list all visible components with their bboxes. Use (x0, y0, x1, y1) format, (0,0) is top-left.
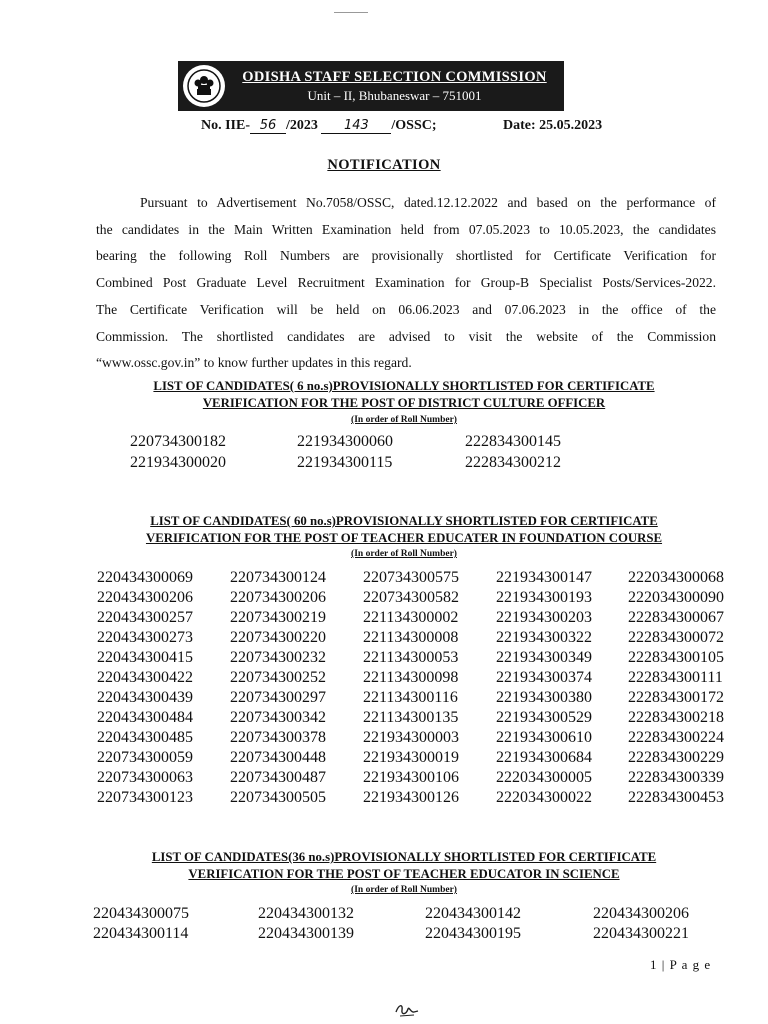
ref-year: /2023 (286, 118, 318, 133)
roll-number-cell: 220434300221 (593, 925, 689, 942)
roll-number-cell: 220434300132 (258, 905, 354, 922)
roll-number-cell: 222834300067 (628, 609, 724, 626)
roll-number-cell: 221934300374 (496, 669, 592, 686)
body-line: Pursuant to Advertisement No.7058/OSSC, dated.12.12.2022 and based on the performance of (140, 195, 716, 210)
roll-number-cell: 221134300116 (363, 689, 458, 706)
roll-number-cell: 221934300115 (297, 454, 393, 471)
signature-mark (394, 1000, 420, 1023)
roll-number-cell: 222834300072 (628, 629, 724, 646)
roll-number-cell: 220434300075 (93, 905, 189, 922)
body-line: The Certificate Verification will be held on 06.06.2023 and 07.06.2023 in the office of the (96, 301, 716, 317)
ref-suffix: /OSSC; (391, 118, 437, 133)
roll-number-cell: 220734300206 (230, 589, 326, 606)
roll-number-cell: 220434300484 (97, 709, 193, 726)
roll-number-cell: 221934300003 (363, 729, 459, 746)
roll-number-cell: 221934300020 (130, 454, 226, 471)
roll-number-cell: 220734300575 (363, 569, 459, 586)
roll-number-cell: 220734300342 (230, 709, 326, 726)
roll-number-cell: 220734300182 (130, 433, 226, 450)
body-line: bearing the following Roll Numbers are provisionally shortlisted for Certificate Verification for (96, 248, 716, 264)
roll-number-cell: 221934300684 (496, 749, 592, 766)
roll-number-cell: 221934300193 (496, 589, 592, 606)
roll-number-cell: 221134300135 (363, 709, 459, 726)
roll-number-cell: 220734300123 (97, 789, 193, 806)
roll-number-cell: 220434300195 (425, 925, 521, 942)
section-title-science: LIST OF CANDIDATES(36 no.s)PROVISIONALLY SHORTLISTED FOR CERTIFICATE VERIFICATION FOR THE POST OF TEACHER EDUCATOR IN SCIENCE (151, 850, 657, 881)
roll-number-cell: 222834300172 (628, 689, 724, 706)
roll-number-cell: 220434300206 (593, 905, 689, 922)
roll-number-cell: 221934300380 (496, 689, 592, 706)
roll-number-cell: 220734300063 (97, 769, 193, 786)
ref-handwritten-2: 143 (321, 118, 391, 134)
roll-number-cell: 220734300487 (230, 769, 326, 786)
roll-number-cell: 220734300297 (230, 689, 326, 706)
roll-number-cell: 222834300453 (628, 789, 724, 806)
roll-number-cell: 222034300068 (628, 569, 724, 586)
roll-number-cell: 220434300142 (425, 905, 521, 922)
roll-number-cell: 220734300582 (363, 589, 459, 606)
roll-number-cell: 221934300322 (496, 629, 592, 646)
notification-title: NOTIFICATION (327, 157, 441, 173)
roll-number-cell: 220734300059 (97, 749, 193, 766)
roll-number-cell: 221934300610 (496, 729, 592, 746)
roll-number-cell: 222834300218 (628, 709, 724, 726)
roll-number-cell: 221934300529 (496, 709, 592, 726)
letterhead (178, 61, 564, 111)
roll-number-cell: 220734300219 (230, 609, 326, 626)
roll-number-cell: 222834300145 (465, 433, 561, 450)
roll-number-cell: 220434300069 (97, 569, 193, 586)
section-title-foundation-course: LIST OF CANDIDATES( 60 no.s)PROVISIONALLY SHORTLISTED FOR CERTIFICATE VERIFICATION FOR THE POST OF TEACHER EDUCATER IN FOUNDATION COURSE (145, 514, 663, 545)
roll-number-cell: 221134300053 (363, 649, 459, 666)
roll-number-cell: 220434300485 (97, 729, 193, 746)
ref-prefix: No. IIE- (201, 118, 251, 133)
roll-number-cell: 222834300212 (465, 454, 561, 471)
roll-number-cell: 221134300008 (363, 629, 459, 646)
roll-number-cell: 221934300060 (297, 433, 393, 450)
roll-number-cell: 220434300415 (97, 649, 193, 666)
notification-date: Date: 25.05.2023 (503, 118, 603, 133)
roll-number-cell: 220434300114 (93, 925, 189, 942)
roll-number-cell: 220434300273 (97, 629, 193, 646)
body-line: Commission. The shortlisted candidates are advised to visit the website of the Commission (96, 328, 716, 344)
roll-number-cell: 222034300005 (496, 769, 592, 786)
roll-number-cell: 220434300257 (97, 609, 193, 626)
section-subtitle: (In order of Roll Number) (351, 549, 457, 559)
reference-number (201, 118, 437, 134)
roll-number-cell: 220434300206 (97, 589, 193, 606)
roll-number-cell: 220734300252 (230, 669, 326, 686)
page-number: 1 | P a g e (650, 957, 712, 972)
roll-number-cell: 221934300203 (496, 609, 592, 626)
roll-number-cell: 222834300224 (628, 729, 724, 746)
roll-number-cell: 220734300378 (230, 729, 326, 746)
notification-body (96, 190, 716, 377)
roll-number-cell: 220434300422 (97, 669, 193, 686)
roll-number-cell: 220434300439 (97, 689, 193, 706)
roll-number-cell: 221934300126 (363, 789, 459, 806)
roll-number-cell: 222834300229 (628, 749, 724, 766)
roll-number-cell: 220734300505 (230, 789, 326, 806)
roll-number-cell: 222834300111 (628, 669, 723, 686)
roll-number-cell: 220734300448 (230, 749, 326, 766)
roll-number-cell: 222034300090 (628, 589, 724, 606)
body-line: the candidates in the Main Written Examination held from 07.05.2023 to 10.05.2023, the candidates (96, 221, 716, 237)
roll-number-cell: 221934300106 (363, 769, 459, 786)
roll-number-cell: 221134300098 (363, 669, 459, 686)
roll-number-cell: 220434300139 (258, 925, 354, 942)
organization-address: Unit – II, Bhubaneswar – 751001 (307, 87, 482, 103)
roll-number-cell: 221134300002 (363, 609, 459, 626)
roll-number-cell: 220734300124 (230, 569, 326, 586)
roll-number-cell: 220734300232 (230, 649, 326, 666)
organization-name: ODISHA STAFF SELECTION COMMISSION (242, 68, 547, 85)
ref-handwritten-1: 56 (250, 118, 286, 134)
roll-number-cell: 221934300349 (496, 649, 592, 666)
roll-number-cell: 222834300339 (628, 769, 724, 786)
emblem-icon (183, 65, 225, 107)
roll-number-cell: 222034300022 (496, 789, 592, 806)
roll-number-cell: 222834300105 (628, 649, 724, 666)
section-subtitle: (In order of Roll Number) (351, 885, 457, 895)
body-line: “www.ossc.gov.in” to know further updates in this regard. (96, 355, 412, 371)
section-title-district-culture-officer: LIST OF CANDIDATES( 6 no.s)PROVISIONALLY SHORTLISTED FOR CERTIFICATE VERIFICATION FOR THE POST OF DISTRICT CULTURE OFFICER (153, 379, 655, 410)
roll-number-cell: 221934300019 (363, 749, 459, 766)
section-subtitle: (In order of Roll Number) (351, 415, 457, 425)
roll-number-cell: 220734300220 (230, 629, 326, 646)
top-scan-mark (334, 12, 368, 13)
roll-number-cell: 221934300147 (496, 569, 592, 586)
body-line: Combined Post Graduate Level Recruitment Examination for Group-B Specialist Posts/Services-2022. (96, 275, 716, 291)
